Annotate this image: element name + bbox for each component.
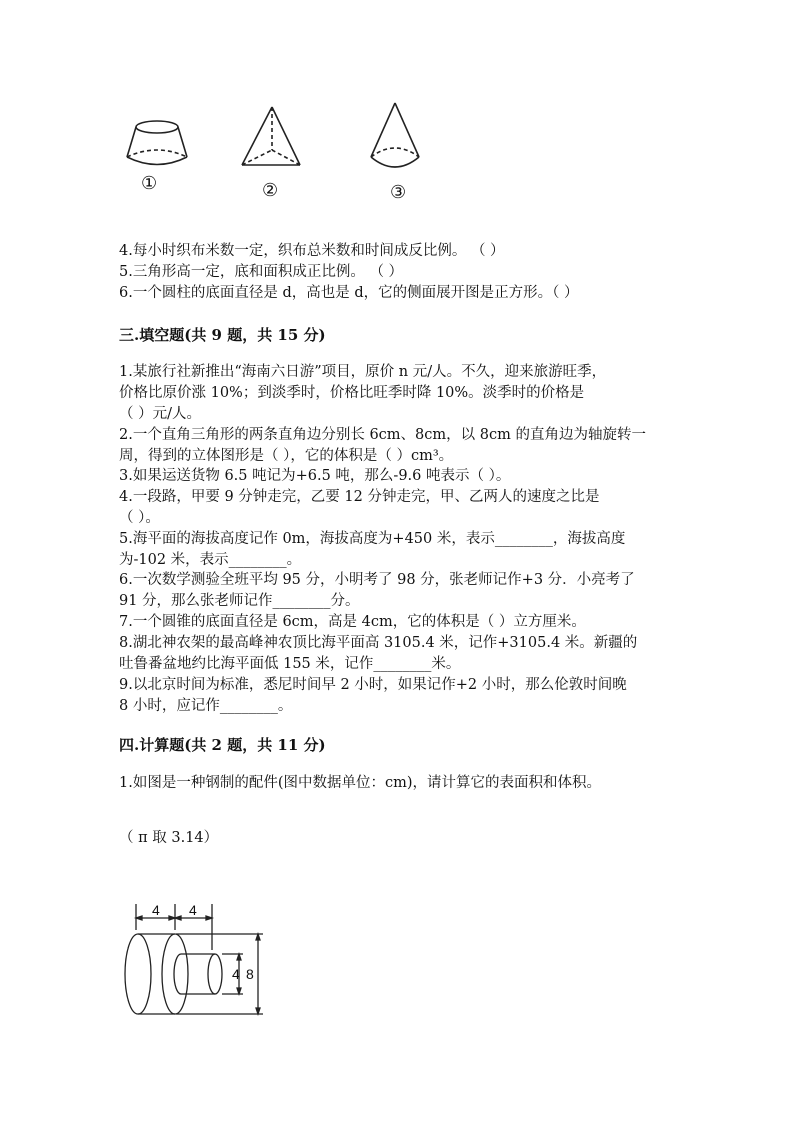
fill-line: 8 小时，应记作________。 (119, 698, 293, 714)
calc-question-1: 1.如图是一种钢制的配件(图中数据单位：cm)，请计算它的表面积和体积。 (119, 775, 602, 791)
fill-line: 吐鲁番盆地约比海平面低 155 米，记作________米。 (119, 656, 461, 672)
fill-line: 周，得到的立体图形是（ ），它的体积是（ ）cm³。 (119, 448, 454, 464)
judgement-item-4: 4.每小时织布米数一定，织布总米数和时间成反比例。 （ ） (119, 243, 505, 259)
fill-line: 4.一段路，甲要 9 分钟走完，乙要 12 分钟走完，甲、乙两人的速度之比是 (119, 489, 600, 505)
section-3-title: 三.填空题(共 9 题，共 15 分) (119, 326, 326, 344)
fill-line: 8.湖北神农架的最高峰神农顶比海平面高 3105.4 米，记作+3105.4 米。新疆的 (119, 635, 638, 651)
fill-line: 6.一次数学测验全班平均 95 分，小明考了 98 分，张老师记作+3 分．小亮考了 (119, 572, 635, 588)
section-4-title: 四.计算题(共 2 题，共 11 分) (119, 736, 326, 754)
figure-label-2: ② (262, 180, 279, 201)
dim-outer-label: 8 (246, 966, 254, 982)
dim-inner-label: 4 (232, 966, 240, 982)
frustum-figure (127, 121, 187, 165)
fill-line: （ ）。 (119, 510, 160, 526)
fill-line: 5.海平面的海拔高度记作 0m，海拔高度为+450 米，表示________，海拔高度 (119, 531, 626, 547)
fill-line: （ ）元/人。 (119, 406, 201, 422)
fill-line: 7.一个圆锥的底面直径是 6cm，高是 4cm，它的体积是（ ）立方厘米。 (119, 614, 586, 630)
dim-left-label: 4 (152, 902, 160, 918)
dim-right-label: 4 (189, 902, 197, 918)
judgement-item-6: 6.一个圆柱的底面直径是 d，高也是 d，它的侧面展开图是正方形。（ ） (119, 285, 579, 301)
pyramid-figure (242, 107, 300, 165)
figure-label-1: ① (141, 173, 158, 194)
fill-line: 价格比原价涨 10%；到淡季时，价格比旺季时降 10%。淡季时的价格是 (119, 385, 585, 401)
fill-line: 2.一个直角三角形的两条直角边分别长 6cm、8cm，以 8cm 的直角边为轴旋转一 (119, 427, 646, 443)
fill-line: 9.以北京时间为标准，悉尼时间早 2 小时，如果记作+2 小时，那么伦敦时间晚 (119, 677, 627, 693)
steel-part-figure (118, 900, 278, 1025)
fill-line: 91 分，那么张老师记作________分。 (119, 593, 360, 609)
cone-figure (371, 103, 419, 167)
fill-line: 3.如果运送货物 6.5 吨记为+6.5 吨，那么-9.6 吨表示（ ）。 (119, 468, 511, 484)
figure-label-3: ③ (390, 182, 407, 203)
judgement-item-5: 5.三角形高一定，底和面积成正比例。 （ ） (119, 264, 404, 280)
fill-line: 1.某旅行社新推出“海南六日游”项目，原价 n 元/人。不久，迎来旅游旺季， (119, 364, 607, 380)
fill-line: 为-102 米，表示________。 (119, 552, 302, 568)
pi-note: （ π 取 3.14） (119, 830, 219, 846)
